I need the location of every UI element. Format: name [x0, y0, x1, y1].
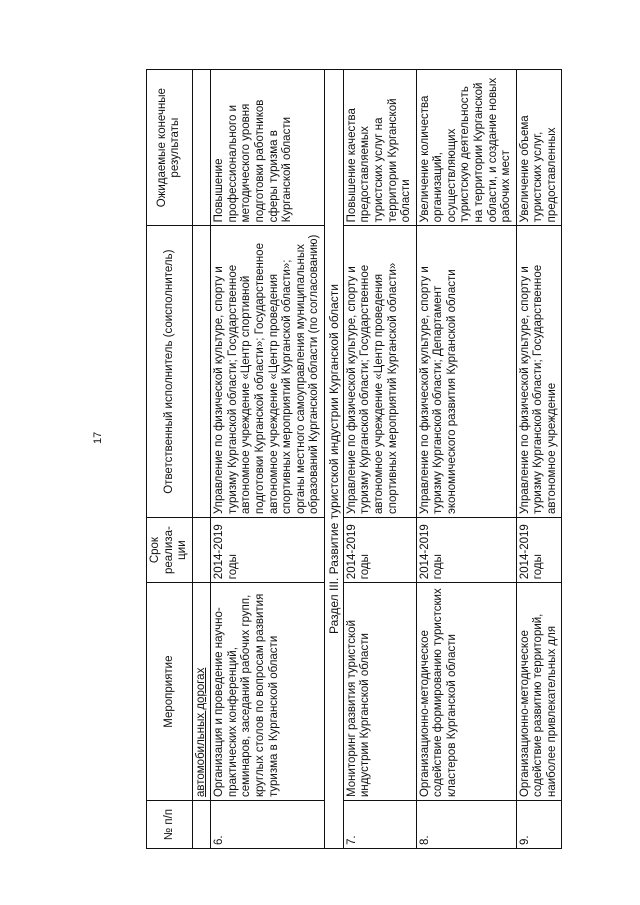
row-num: 8. [416, 801, 516, 849]
continuation-row [192, 70, 211, 849]
row-period: 2014-2019 годы [516, 517, 562, 582]
table-row [211, 70, 325, 849]
header-period: Срок реализа-ции [147, 517, 193, 582]
row-result: Увеличение объема туристских услуг, предоставленных [516, 70, 562, 226]
measures-table [146, 69, 562, 849]
row-executor: Управление по физической культуре, спорту и туризму Курганской области; Государственное автономное учреждение [516, 226, 562, 518]
row-num: 6. [211, 801, 325, 849]
row-period: 2014-2019 годы [343, 517, 416, 582]
table-row [416, 70, 516, 849]
header-result: Ожидаемые конечные результаты [147, 70, 193, 226]
header-executor: Ответственный исполнитель (соисполнитель) [147, 226, 193, 518]
row-measure: Организационно-методическое содействие формированию туристских кластеров Курганской области [416, 583, 516, 801]
row-measure: Мониторинг развития туристской индустрии Курганской области [343, 583, 416, 801]
continuation-text: автомобильных дорогах [192, 583, 211, 801]
row-executor: Управление по физической культуре, спорту и туризму Курганской области; Государственное автономное учреждение «Центр спортивной подготовки Курганской области»; Государственное автономное учреждение «Центр проведения спортивных мероприятий Курганской области»; органы местного самоуправления муниципальных образований Курганской области (по согласованию) [211, 226, 325, 518]
page-number: 17 [92, 431, 104, 444]
row-executor: Управление по физической культуре, спорту и туризму Курганской области; Государственное автономное учреждение «Центр проведения спортивных мероприятий Курганской области» [343, 226, 416, 518]
section-title: Раздел III. Развитие туристской индустрии Курганской области [324, 70, 343, 849]
table-header-row [147, 70, 193, 849]
row-result: Повышение качества предоставляемых туристских услуг на территории Курганской области [343, 70, 416, 226]
row-period: 2014-2019 годы [211, 517, 325, 582]
table-row [516, 70, 562, 849]
rotated-table-container [146, 69, 606, 849]
row-result: Повышение профессионального и методического уровня подготовки работников сферы туризма в Курганской области [211, 70, 325, 226]
row-result: Увеличение количества организаций, осуществляющих туристскую деятельность на территории Курганской области, и создание новых рабочих мест [416, 70, 516, 226]
row-num: 7. [343, 801, 416, 849]
row-num: 9. [516, 801, 562, 849]
header-measure: Мероприятие [147, 583, 193, 801]
row-period: 2014-2019 годы [416, 517, 516, 582]
row-measure: Организация и проведение научно-практических конференций, семинаров, заседаний рабочих групп, круглых столов по вопросам развития туризма в Курганской области [211, 583, 325, 801]
header-num: № п/п [147, 801, 193, 849]
section-row [324, 70, 343, 849]
table-row [343, 70, 416, 849]
row-measure: Организационно-методическое содействие развитию территорий, наиболее привлекательных для [516, 583, 562, 801]
row-executor: Управление по физической культуре, спорту и туризму Курганской области; Департамент экономического развития Курганской области [416, 226, 516, 518]
